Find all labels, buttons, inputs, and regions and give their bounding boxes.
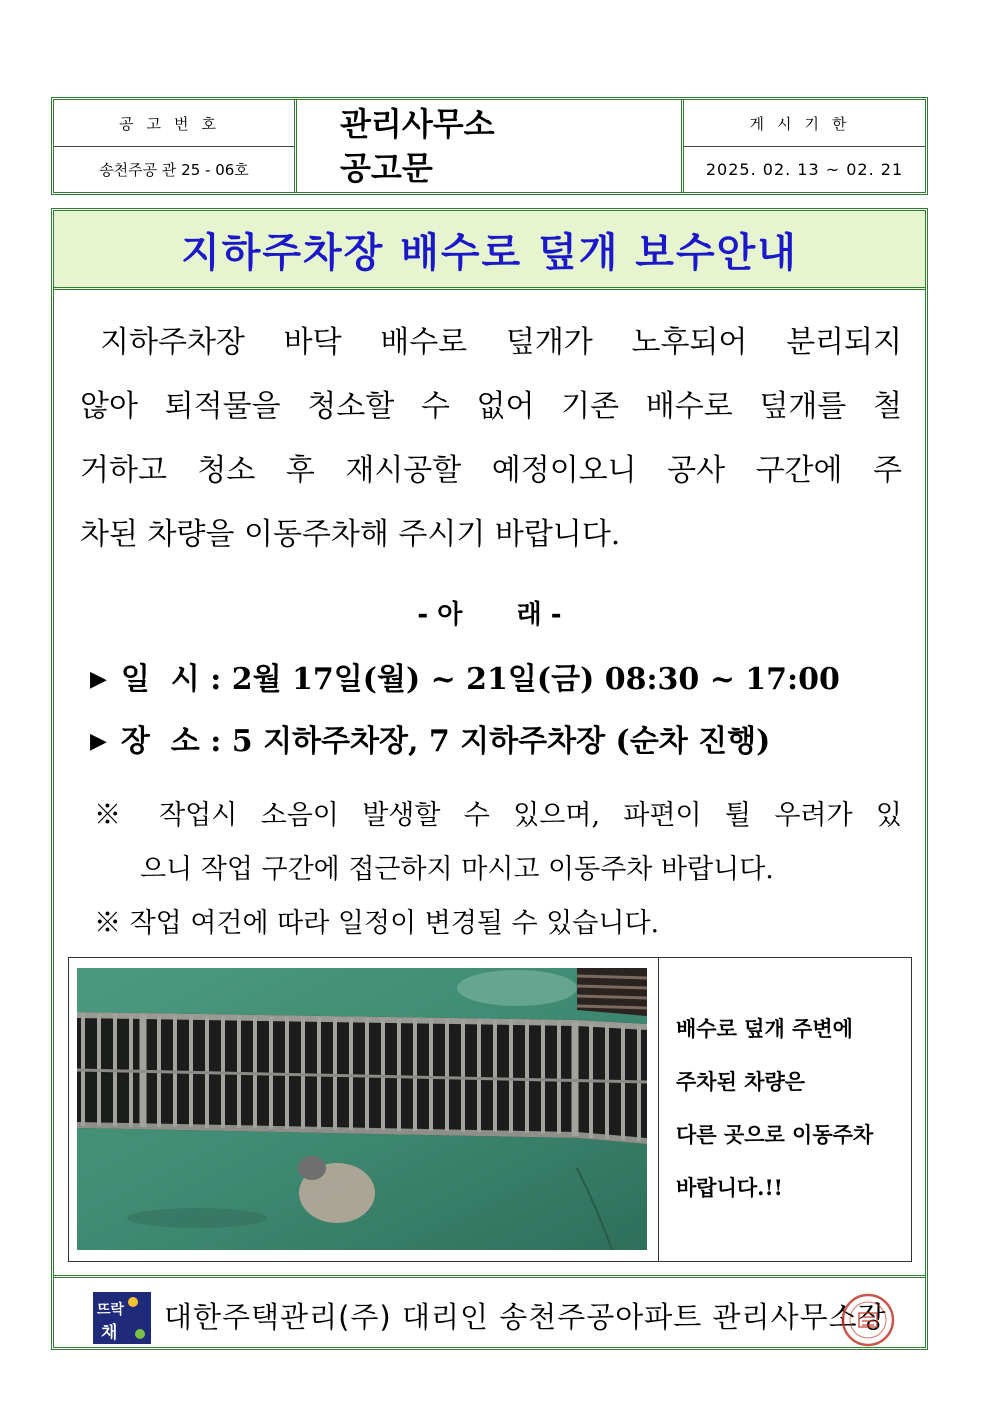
- location-item: ▶ 장 소 : 5 지하주차장, 7 지하주차장 (순차 진행): [90, 724, 771, 759]
- drain-grate-image: [77, 968, 647, 1250]
- official-seal-icon: [840, 1292, 896, 1348]
- notice-header-table: [51, 97, 928, 195]
- paragraph-line: 지하주차장 바닥 배수로 덮개가 노후되어 분리되지: [100, 325, 902, 360]
- caution-note: [94, 789, 902, 897]
- schedule-change-note: ※ 작업 여건에 따라 일정이 변경될 수 있습니다.: [94, 908, 660, 939]
- notice-number-label: 공고번호: [119, 114, 229, 133]
- photo-caption-table: [68, 957, 912, 1262]
- posting-period: 2025. 02. 13 ~ 02. 21: [705, 159, 904, 179]
- ttlakchae-logo-icon: [93, 1292, 151, 1344]
- paragraph-line: 않아 퇴적물을 청소할 수 없어 기존 배수로 덮개를 철: [80, 389, 902, 424]
- header-separator: [294, 100, 297, 192]
- title-line-notice: 공고문: [340, 149, 433, 187]
- notice-title: 지하주차장 배수로 덮개 보수안내: [181, 229, 798, 276]
- caption-line: 배수로 덮개 주변에: [676, 1016, 853, 1041]
- caption-line: 다른 곳으로 이동주차: [676, 1122, 874, 1147]
- office-signature-text: 대한주택관리(주) 대리인 송천주공아파트 관리사무소장: [164, 1300, 887, 1334]
- caption-line: 바랍니다.!!: [676, 1175, 783, 1200]
- paragraph-line: 차된 차량을 이동주차해 주시기 바랍니다.: [80, 517, 621, 552]
- footer: [54, 1275, 925, 1347]
- drain-grate-photo: [77, 968, 647, 1250]
- title-banner: [54, 211, 925, 290]
- schedule-label: 일 시: [120, 662, 200, 697]
- office-notice-title: [298, 100, 682, 192]
- location-value: 5 지하주차장, 7 지하주차장 (순차 진행): [231, 724, 771, 759]
- svg-text:채: 채: [101, 1323, 118, 1343]
- below-heading: - 아 래 -: [417, 600, 562, 630]
- caption-line: 주차된 차량은: [676, 1069, 806, 1094]
- location-label: 장 소: [120, 724, 200, 759]
- photo-caption: [676, 1002, 906, 1214]
- title-line-office: 관리사무소: [340, 105, 495, 143]
- notice-number: 송천주공 관 25 - 06호: [99, 160, 249, 179]
- notice-paragraph: [80, 311, 902, 567]
- posting-period-label: 게시기한: [749, 114, 860, 133]
- svg-text:뜨락: 뜨락: [97, 1302, 125, 1318]
- paragraph-line: 거하고 청소 후 재시공할 예정이오니 공사 구간에 주: [80, 453, 902, 488]
- triangle-bullet-icon: ▶: [90, 728, 107, 754]
- schedule-item: ▶ 일 시 : 2월 17일(월) ~ 21일(금) 08:30 ~ 17:00: [90, 662, 840, 697]
- schedule-value: 2월 17일(월) ~ 21일(금) 08:30 ~ 17:00: [231, 662, 840, 697]
- caution-note-line: ※ 작업시 소음이 발생할 수 있으며, 파편이 튈 우려가 있: [94, 800, 902, 831]
- photo-caption-divider: [658, 958, 659, 1261]
- caution-note-line: 으니 작업 구간에 접근하지 마시고 이동주차 바랍니다.: [140, 854, 774, 885]
- triangle-bullet-icon: ▶: [90, 666, 107, 692]
- notice-body-box: [51, 208, 928, 1350]
